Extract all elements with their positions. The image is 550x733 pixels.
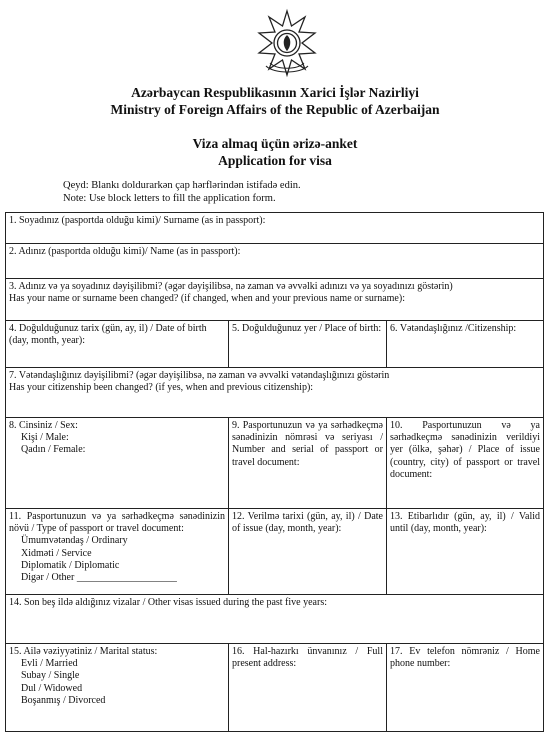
marital-option-widowed[interactable]: Dul / Widowed — [21, 682, 83, 694]
field-passport-number[interactable]: 9. Pasportunuzun və ya sərhədkeçmə sənədinizin nömrəsi və seriyası / Number and serial of passport or travel document: — [228, 418, 386, 508]
note-az: Qeyd: Blankı doldurarkən çap hərflərindən istifadə edin. — [63, 180, 301, 191]
coat-of-arms-emblem — [252, 8, 322, 78]
field-marital-status — [6, 644, 228, 732]
field-present-address[interactable]: 16. Hal-hazırkı ünvanınız / Full present address: — [228, 644, 386, 732]
field-date-of-issue[interactable]: 12. Verilmə tarixi (gün, ay, il) / Date of issue (day, month, year): — [228, 509, 386, 594]
form-title-en: Application for visa — [218, 153, 332, 168]
field-previous-visas[interactable] — [6, 595, 543, 644]
ministry-title-en: Ministry of Foreign Affairs of the Republic of Azerbaijan — [110, 102, 440, 117]
name-changed-label-en: Has your name or surname been changed? (if changed, when and your previous name or surname): — [9, 293, 405, 305]
application-form — [5, 212, 544, 732]
citizenship-changed-label-en: Has your citizenship been changed? (if yes, when and previous citizenship): — [9, 382, 314, 394]
previous-visas-label: 14. Son beş ildə aldığınız vizalar / Other visas issued during the past five years: — [9, 597, 327, 608]
form-title-az: Viza almaq üçün ərizə-anket — [192, 136, 358, 151]
name-label: 2. Adınız (pasportda olduğu kimi)/ Name (as in passport): — [9, 246, 241, 257]
field-sex — [6, 418, 228, 508]
passport-type-other[interactable]: Digər / Other ____________________ — [21, 572, 177, 584]
field-passport-type — [6, 509, 228, 594]
citizenship-changed-label-az: 7. Vətəndaşlığınız dəyişilibmi? (əgər dəyişilibsə, nə zaman və əvvəlki vətəndaşlığınızı göstərin — [9, 370, 390, 381]
field-citizenship[interactable]: 6. Vətəndaşlığınız /Citizenship: — [386, 321, 543, 367]
passport-type-diplomatic[interactable]: Diplomatik / Diplomatic — [21, 559, 120, 571]
row-marital-address-phone — [6, 644, 543, 732]
marital-option-married[interactable]: Evli / Married — [21, 658, 78, 670]
name-changed-cell — [6, 279, 543, 320]
citizenship-changed-cell — [6, 368, 543, 417]
ministry-title-az: Azərbaycan Respublikasının Xarici İşlər Nazirliyi — [131, 85, 419, 100]
field-place-of-birth[interactable]: 5. Doğulduğunuz yer / Place of birth: — [228, 321, 386, 367]
note-en: Note: Use block letters to fill the application form. — [63, 193, 276, 204]
field-citizenship-changed[interactable] — [6, 368, 543, 418]
field-name-changed[interactable] — [6, 279, 543, 321]
passport-type-ordinary[interactable]: Ümumvətəndaş / Ordinary — [21, 535, 128, 547]
field-passport-place-of-issue[interactable]: 10. Pasportunuzun və ya sərhədkeçmə sənədinizin verildiyi yer (ölkə, şəhər) / Place of issue (country, city) of passport or travel document: — [386, 418, 543, 508]
passport-type-label: 11. Pasportunuzun və ya sərhədkeçmə sənədinizin növü / Type of passport or travel document: — [9, 511, 225, 535]
marital-status-label: 15. Ailə vəziyyətiniz / Marital status: — [9, 646, 158, 657]
field-valid-until[interactable]: 13. Etibarlıdır (gün, ay, il) / Valid until (day, month, year): — [386, 509, 543, 594]
field-home-phone[interactable]: 17. Ev telefon nömrəniz / Home phone number: — [386, 644, 543, 732]
field-date-of-birth[interactable]: 4. Doğulduğunuz tarix (gün, ay, il) / Date of birth (day, month, year): — [9, 323, 207, 347]
marital-option-divorced[interactable]: Boşanmış / Divorced — [21, 694, 106, 706]
row-sex-passport — [6, 418, 543, 509]
sex-label: 8. Cinsiniz / Sex: — [9, 420, 78, 431]
sex-option-male[interactable]: Kişi / Male: — [21, 432, 69, 444]
field-name[interactable] — [6, 244, 543, 279]
passport-type-service[interactable]: Xidməti / Service — [21, 547, 92, 559]
field-surname[interactable] — [6, 213, 543, 244]
marital-option-single[interactable]: Subay / Single — [21, 670, 80, 682]
surname-label: 1. Soyadınız (pasportda olduğu kimi)/ Surname (as in passport): — [9, 215, 266, 226]
sex-option-female[interactable]: Qadın / Female: — [21, 444, 86, 456]
name-changed-label-az: 3. Adınız və ya soyadınız dəyişilibmi? (əgər dəyişilibsə, nə zaman və əvvəlki adınızı və ya soyadınızı göstərin) — [9, 281, 453, 292]
row-passport-type-dates — [6, 509, 543, 595]
row-birth-citizenship — [6, 321, 543, 368]
